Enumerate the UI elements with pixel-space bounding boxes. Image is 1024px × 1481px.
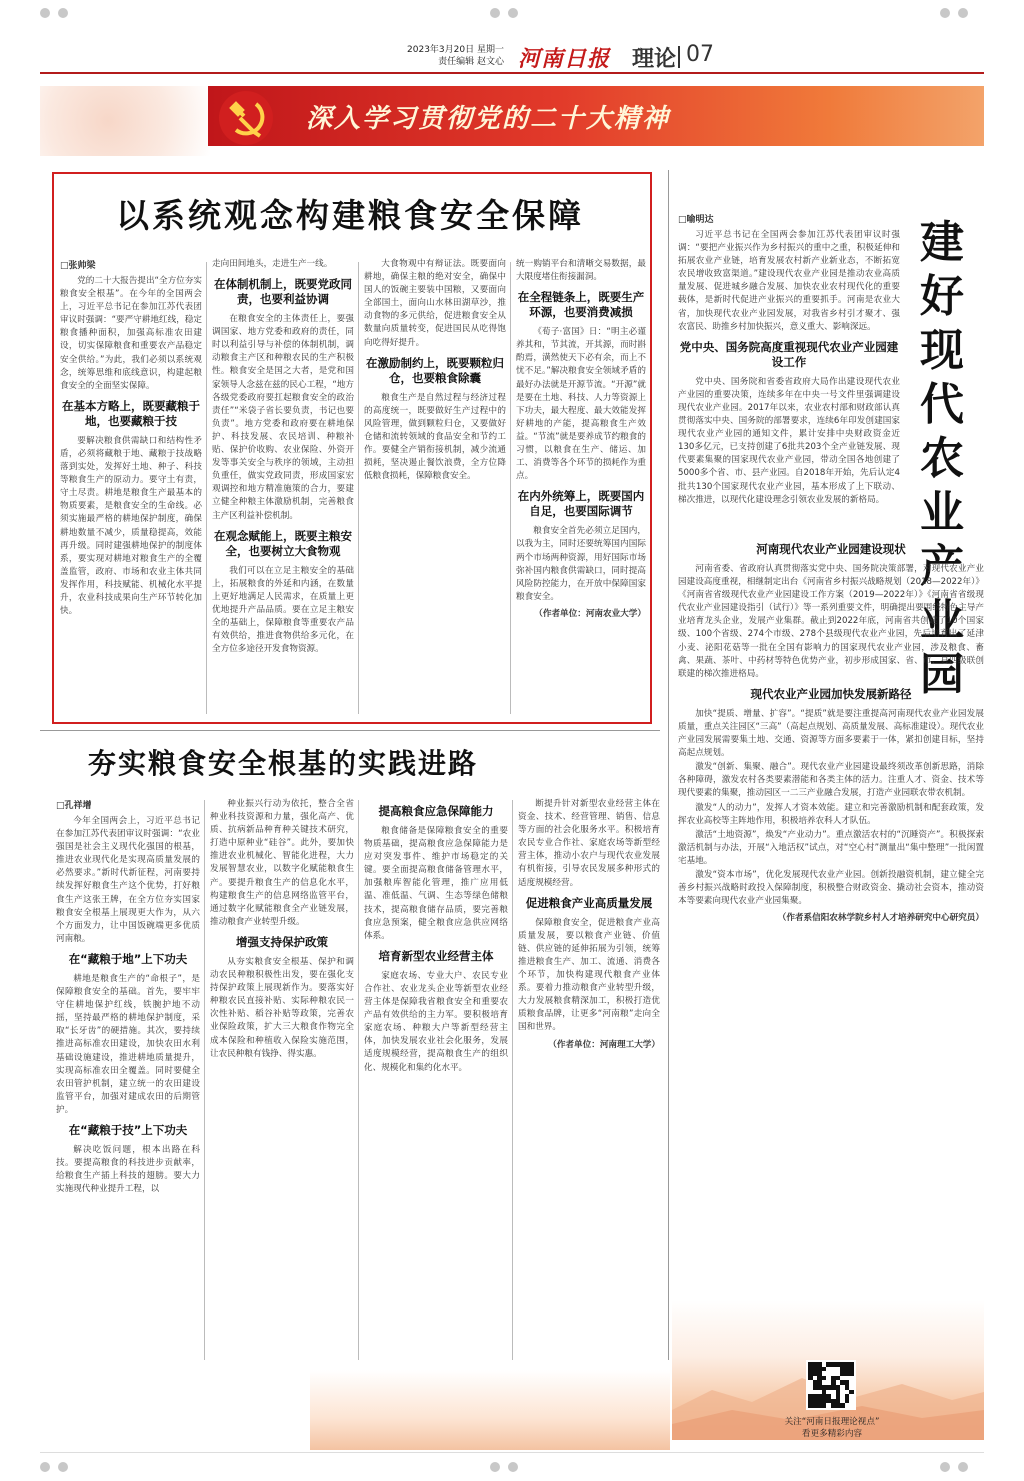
article1-subhead-4: 在激励制约上，既要颗粒归仓，也要粮食除囊 [366,355,504,385]
article3-subhead-1: 党中央、国务院高度重视现代农业产业园建设工作 [679,339,899,369]
page-bottom-rule [40,1452,984,1453]
article2-signature: （作者单位：河南理工大学） [548,1039,660,1050]
paragraph: 保障粮食安全，促进粮食产业高质量发展，要以粮食产业链、价值链、供应链的延伸拓展为引领，统筹推进粮食生产、加工、流通、消费各个环节，加快构建现代粮食产业体系。要着力推动粮食产业转型升级，大力发展粮食精深加工，积极打造优质粮食品牌，让更多“河南粮”走向全国和世界。 [518,917,660,1033]
article2-subhead-5: 培育新型农业经营主体 [378,948,494,963]
article1-subhead-1: 在基本方略上，既要藏粮于地，也要藏粮于技 [62,398,200,428]
article1-title: 以系统观念构建粮食安全保障 [116,196,584,235]
qr-pattern [808,1362,854,1408]
article2-author: □孔祥增 [56,801,92,811]
decorative-landscape-left [310,1370,670,1450]
dot [490,1462,500,1472]
dot [40,1462,50,1472]
paragraph: 党的二十大报告提出“全方位夯实粮食安全根基”。在今年的全国两会上，习近平总书记在参加江苏代表团审议时强调：“要严守耕地红线，稳定粮食播种面积，加强高标准农田建设，切实保障粮食和重要农产品稳定安全供给。”为此，我们必须以系统观念，统筹思维和底线意识，构建起粮食安全的全面坚实保障。 [60,276,202,391]
article3-subhead-2: 河南现代农业产业园建设现状 [756,542,906,556]
article3-signature: （作者系信阳农林学院乡村人才培养研究中心研究员） [777,913,984,924]
bottom-dots-center [490,1462,518,1472]
column-rule [512,800,513,1360]
dot [508,1462,518,1472]
article1-column-1 [60,258,202,716]
dot [40,8,50,18]
paragraph: 激活“土地资源”，焕发“产业动力”。重点激活农村的“沉睡资产”。积极探索激活机制与办法，开展“入地活权”试点，对“空心村”测量出“集中整理”一批闲置宅基地。 [678,829,984,866]
paragraph: 激发“人的动力”，发挥人才资本效能。建立和完善激励机制和配套政策，发挥农业高校等主阵地作用，积极培养农科人才队伍。 [678,802,984,826]
column-rule [358,800,359,1360]
paragraph: 要解决粮食供需缺口和结构性矛盾，必须将藏粮于地、藏粮于技战略落到实处，发挥好土地、种子、科技等粮食生产的原动力。要守土有责，守土尽责。耕地是粮食生产最基本的物质要素，是粮食安全的生命线。必须实施最严格的耕地保护制度，确保耕地数量不减少，质量稳提高，效能再升级。同时建强耕地保护的制度体系，要实现对耕地对粮食生产的全覆盖监管，政府、市场和农业主体共同发挥作用，科技赋能、机械化水平提升，农业科技成果向生产环节转化加快。 [60,435,202,617]
qr-caption-line: 看更多精彩内容 [801,1429,863,1439]
column-rule [510,262,511,714]
paragraph: 习近平总书记在全国两会参加江苏代表团审议时强调：“要把产业振兴作为乡村振兴的重中之重，积极延伸和拓展农业产业链，培育发展农村新产业新业态，不断拓宽农民增收致富渠道。”建设现代农业产业园是推动农业高质量发展、促进城乡融合发展、加快农业农村现代化的重要载体，是新时代促进产业振兴的重要抓手。河南是农业大省，加快现代农业产业园发展，对我省乡村引才聚才、强农富民、助推乡村加快振兴，意义重大、影响深远。 [678,230,900,332]
article1-column-3 [364,258,506,716]
article3-author: □喻明达 [678,215,714,225]
article1-subhead-6: 在内外统筹上，既要国内自足，也要国际调节 [517,489,645,519]
paragraph: 今年全国两会上，习近平总书记在参加江苏代表团审议时强调：“农业强国是社会主义现代化强国的根基，推进农业现代化是实现高质量发展的必然要求。”新时代新征程，河南要持续发挥好粮食生产这个优势，打好粮食生产这张王牌，在全方位夯实国家粮食安全根基上展现更大作为，从六个方面发力，让中国饭碗端更多优质河南粮。 [56,816,200,944]
newspaper-logo: 河南日报 [518,46,611,72]
article2-subhead-4: 提高粮食应急保障能力 [378,804,494,818]
article1-subhead-2: 在体制机制上，既要党政同责，也要利益协调 [214,277,352,307]
column-rule [204,800,205,1360]
dot [940,1462,950,1472]
paragraph: 大食物观中有辩证法。既要面向耕地，确保主粮的绝对安全，确保中国人的饭碗主要装中国粮，又要面向全部国土，面向山水林田湖草沙，推动食物的多元供给，促进粮食安全从数量向质量转变，促进国民从吃得饱向吃得好提升。 [364,259,506,348]
article3-body-wide [678,536,984,1326]
dot [958,8,968,18]
issue-weekday: 星期一 [476,45,504,55]
dot [958,1462,968,1472]
page-number: 07 [686,42,714,67]
article2-column-1 [56,798,200,1358]
paragraph: 粮食生产是自然过程与经济过程的高度统一，既要做好生产过程中的风险管理，做到颗粒归仓，又要做好仓储和流转领域的食品安全和节约工作。要健全产销衔接机制，减少流通损耗，坚决遏止餐饮浪费，全方位降低粮食损耗，保障粮食安全。 [364,392,506,482]
editor-credit: 责任编辑 赵文心 [438,57,504,67]
article-divider [40,730,660,731]
top-dots-center [490,8,518,18]
issue-date: 2023年3月20日 [407,45,475,55]
article3-divider [668,170,669,1360]
masthead-meta [378,44,504,68]
article2-column-2 [210,798,354,1358]
paragraph: 激发“资本市场”，优化发展现代农业产业园。创新投融资机制，建立健全完善乡村振兴战略时政投入保障制度，积极整合财政资金、撬动社会资本，推动资本等要素向现代农业产业园集聚。 [678,869,984,907]
dot [508,8,518,18]
qr-code[interactable] [806,1360,856,1410]
paragraph: 解决吃饭问题，根本出路在科技。要提高粮食的科技进步贡献率，给粮食生产插上科技的翅膀。要大力实施现代种业提升工程，以 [56,1144,200,1195]
paragraph: 断提升针对新型农业经营主体在资金、技术、经营管理、销售、信息等方面的社会化服务水平。积极培育农民专业合作社、家庭农场等新型经营主体，推动小农户与现代农业发展有机衔接，引导农民发展多种形式的适度规模经营。 [518,799,660,888]
article2-subhead-2: 在“藏粮于技”上下功夫 [68,1122,188,1137]
paragraph: 党中央、国务院和省委省政府大局作出建设现代农业产业园的重要决策，连续多年在中央一号文件里强调建设现代农业产业园。2017年以来，农业农村部和财政部认真贯彻落实中央、国务院的部署要求，连续6年印发创建国家现代农业产业园的通知文件，累计安排中央财政资金近130多亿元，已支持创建了6批共203个全产业链发展、现代要素集聚的国家现代农业产业园，带动全国各地创建了5000多个省、市、县产业园。自2018年开始，先后认定4批共130个国家现代农业产业园，基本形成了上下联动、梯次推进，以现代化建设理念引领农业发展的新格局。 [678,376,900,505]
paragraph: 粮食安全首先必须立足国内，以我为主，同时还要统筹国内国际两个市场两种资源，用好国际市场弥补国内粮食供需缺口，同时提高风险防控能力，在开放中保障国家粮食安全。 [516,526,646,602]
bottom-dots-left [40,1462,68,1472]
article2-subhead-3: 增强支持保护政策 [236,934,328,949]
section-name: 理论 [632,47,677,72]
article2-column-4 [518,798,660,1358]
column-rule [358,262,359,714]
article2-subhead-6: 促进粮食产业高质量发展 [525,895,653,910]
paragraph: 加快“提质、增量、扩容”。“提质”就是要注重提高河南现代农业产业园发展质量，重点关注园区“三高”（高起点规划、高质量发展、高标准建设）。现代农业产业园发展需要集土地、交通、资源等方面多要素于一体，紧扣创建目标，坚持高起点规划。 [678,708,984,759]
top-dots-right [940,8,968,18]
paragraph: 走向田间地头，走进生产一线。 [212,259,333,269]
qr-module [849,1403,854,1408]
paragraph: 粮食储备是保障粮食安全的重要物质基础，提高粮食应急保障能力是应对突发事件、维护市场稳定的关键。要全面提高粮食储备管理水平，加强粮库智能化管理，推广应用低温、准低温、气调、生态等绿色储粮技术，提高粮食储存品质，要完善粮食应急预案，健全粮食应急供应网络体系。 [364,826,508,941]
paragraph: 家庭农场、专业大户、农民专业合作社、农业龙头企业等新型农业经营主体是保障我省粮食安全和重要农产品有效供给的主力军。要积极培育家庭农场、种粮大户等新型经营主体，加快发展农业社会化服务，发展适度规模经营，提高粮食生产的组织化、规模化和集约化水平。 [364,970,508,1073]
article1-column-2 [212,258,354,716]
paragraph: 在粮食安全的主体责任上，要强调国家、地方党委和政府的责任，同时以利益引导与补偿的体制机制，调动粮食主产区和种粮农民的生产积极性。粮食安全是国之大者，是党和国家领导人念兹在兹的民心工程，“地方各级党委政府要扛起粮食安全的政治责任”“米袋子省长要负责，书记也要负责”。地方党委和政府要在耕地保护、科技发展、农民培训、种粮补贴、保护价收购、农业保险、外资开发等事关安全与秩序的领域，主动担负重任，做实党政同责，形成国家宏观调控和地方精准施策的合力，要建立健全种粮主体激励机制，完善粮食主产区利益补偿机制。 [212,314,354,521]
article2-title: 夯实粮食安全根基的实践进路 [88,747,479,780]
article1-author: □张帅梁 [60,261,96,271]
article2-subhead-1: 在“藏粮于地”上下功夫 [68,951,188,966]
paragraph: 《荀子·富国》日：“明主必谨养其和，节其流，开其源，而时斟酌焉，潢然使天下必有余，而上不忧不足。”解决粮食安全领域矛盾的最好办法就是开源节流。“开源”就是要在土地、科技、人力等资源上下功夫，最大程度、最大效能发挥好耕地的产能，提高粮食生产效益。“节流”就是要养成节约粮食的习惯，以粮食在生产、储运、加工、消费等各个环节的损耗作为重点。 [516,327,646,482]
dot [58,1462,68,1472]
column-rule [206,262,207,714]
article1-signature: （作者单位：河南农业大学） [534,608,646,619]
dot [58,8,68,18]
hammer-sickle-icon [218,90,274,146]
masthead-separator [678,46,680,68]
article1-column-4 [516,258,646,716]
paragraph: 统一购销平台和清晰交易数据，最大限度堵住衔接漏洞。 [516,259,646,283]
top-dots-left [40,8,68,18]
masthead [40,40,984,74]
article3-title: 建好现代农业产业园 [920,217,964,700]
article3-subhead-3: 现代农业产业园加快发展新路径 [750,686,912,701]
paragraph: 激发“创新、集聚、融合”。现代农业产业园建设最终须改革创新思路，消除各种障碍，激发农村各类要素潜能和各类主体的活力。注重人才、资金、技术等现代要素的集聚，推动园区一二三产业融合发展，打造产业园联农带农机制。 [678,762,984,799]
qr-caption [770,1416,894,1440]
dot [490,8,500,18]
theme-banner [208,86,984,146]
paragraph: 种业振兴行动为依托，整合全省种业科技资源和力量，强化高产、优质、抗病新品种育种关键技术研究，打造中原种业“硅谷”。此外，要加快推进农业机械化、智能化进程，大力发展智慧农业，以数字化赋能粮食生产。要提升粮食生产的信息化水平，构建粮食生产的信息网络监管平台，通过数字化赋能粮食全产业链发展，推动粮食产业转型升级。 [210,799,354,927]
banner-left-decoration [40,86,210,156]
paragraph: 我们可以在立足主粮安全的基础上，拓展粮食的外延和内涵，在数量上更好地满足人民需求，在质量上更优地提升产品品质。要在立足主粮安全的基础上，保障粮食等重要农产品有效供给，推进食物供给多元化，在全方位多途径开发食物资源。 [212,565,354,655]
paragraph: 河南省委、省政府认真贯彻落实党中央、国务院决策部署，对现代农业产业园建设高度重视，相继制定出台《河南省乡村振兴战略规划（2018—2022年）》《河南省省级现代农业产业园建设工作方案（2019—2022年）》《河南省省级现代农业产业园建设指引（试行）》等一系列重要文件，明确提出要围绕特色主导产业培育龙头企业，发展产业集群。截止到2022年底，河南省共创建了10个国家级、100个省级、274个市级、278个县级现代农业产业园，先后培育出了延津小麦、泌阳花菇等一批在全国有影响力的国家现代农业产业园，涉及粮食、畜禽、果蔬、茶叶、中药材等特色优势产业，初步形成国家、省、市、县四级联创联建的梯次推进格局。 [678,564,984,679]
paragraph: 耕地是粮食生产的“命根子”，是保障粮食安全的基础。首先，要牢牢守住耕地保护红线，铁腕护地不动摇，坚持最严格的耕地保护制度，采取“长牙齿”的硬措施。其次，要持续推进高标准农田建设，加快农田水利基础设施建设，推进耕地质量提升，实现高标准农田全覆盖。同时要健全农田管护机制，建立统一的农田建设监管平台，加强对建成农田的后期管护。 [56,973,200,1115]
article2-column-3 [364,798,508,1358]
paragraph: 从夯实粮食安全根基、保护和调动农民种粮积极性出发，要在强化支持保护政策上展现新作为。要落实好种粮农民直接补贴、实际种粮农民一次性补贴、稻谷补贴等政策，完善农业保险政策，扩大三大粮食作物完全成本保险和种植收入保险实施范围，让农民种粮有钱挣、得实惠。 [210,956,354,1059]
banner-title: 深入学习贯彻党的二十大精神 [306,104,671,134]
article1-subhead-3: 在观念赋能上，既要主粮安全，也要树立大食物观 [214,528,352,558]
dot [940,8,950,18]
qr-caption-line: 关注“河南日报理论视点” [784,1417,880,1427]
bottom-dots-right [940,1462,968,1472]
article1-subhead-5: 在全程链条上，既要生产环源，也要消费减损 [517,290,645,320]
